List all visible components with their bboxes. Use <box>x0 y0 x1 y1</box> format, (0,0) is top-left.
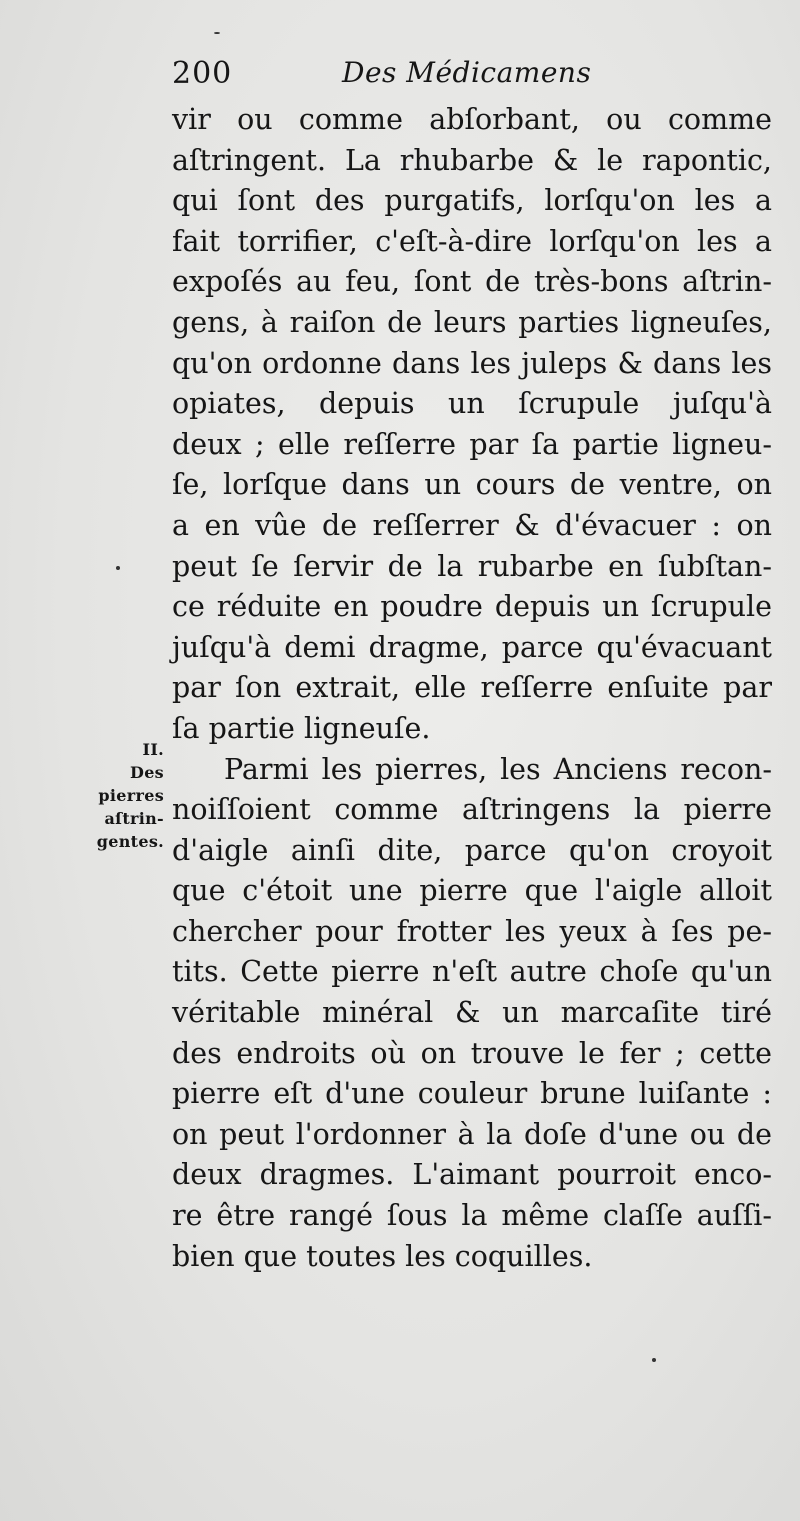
text-line: fait torrifier, c'eſt-à-dire lorſqu'on les a <box>172 224 772 258</box>
margin-note-line: Des <box>130 763 164 782</box>
text-line: qu'on ordonne dans les juleps & dans les <box>172 346 772 380</box>
page-number: 200 <box>172 56 233 91</box>
text-line: véritable minéral & un marcaſite tiré <box>172 996 772 1030</box>
text-line: tits. Cette pierre n'eſt autre choſe qu'un <box>172 955 772 989</box>
margin-note-line: pierres <box>98 786 164 805</box>
text-line: expoſés au feu, ſont de très-bons aſtrin- <box>172 265 772 299</box>
text-line: Parmi les pierres, les Anciens recon- <box>224 752 772 786</box>
body-text <box>172 100 772 1277</box>
text-line: noiſſoient comme aſtringens la pierre <box>172 793 772 827</box>
margin-note <box>76 738 164 853</box>
page-header <box>172 56 612 92</box>
ink-speck <box>214 32 220 34</box>
running-title: Des Médicamens <box>342 56 592 89</box>
margin-note-line: II. <box>142 740 164 759</box>
text-line: par ſon extrait, elle reſſerre enſuite par <box>172 671 772 705</box>
text-line: vir ou comme abſorbant, ou comme <box>172 103 772 136</box>
text-line: qui ſont des purgatifs, lorſqu'on les a <box>172 184 772 218</box>
margin-note-line: gentes. <box>96 832 164 851</box>
text-line: a en vûe de reſſerrer & d'évacuer : on <box>172 508 772 542</box>
text-line: ſa partie ligneuſe. <box>172 711 431 745</box>
text-line: bien que toutes les coquilles. <box>172 1239 593 1273</box>
text-line: gens, à raiſon de leurs parties ligneuſes, <box>172 305 772 339</box>
text-line: juſqu'à demi dragme, parce qu'évacuant <box>172 630 772 664</box>
text-line: ce réduite en poudre depuis un ſcrupule <box>172 590 772 624</box>
text-line: deux ; elle reſſerre par ſa partie ligneu- <box>172 427 772 461</box>
text-line: que c'étoit une pierre que l'aigle alloit <box>172 874 772 908</box>
text-line: peut ſe ſervir de la rubarbe en ſubſtan- <box>172 549 772 583</box>
text-line: aſtringent. La rhubarbe & le rapontic, <box>172 143 772 177</box>
ink-speck <box>652 1358 656 1362</box>
text-line: chercher pour frotter les yeux à ſes pe- <box>172 914 772 948</box>
text-line: ſe, lorſque dans un cours de ventre, on <box>172 468 772 502</box>
text-line: opiates, depuis un ſcrupule juſqu'à <box>172 387 772 421</box>
text-line: pierre eſt d'une couleur brune luiſante : <box>172 1077 772 1111</box>
text-line: re être rangé ſous la même claſſe auſſi- <box>172 1199 772 1233</box>
text-line: deux dragmes. L'aimant pourroit enco- <box>172 1158 772 1192</box>
ink-speck <box>116 566 120 570</box>
text-line: on peut l'ordonner à la doſe d'une ou de <box>172 1117 772 1151</box>
text-line: d'aigle ainſi dite, parce qu'on croyoit <box>172 833 772 867</box>
margin-note-line: aſtrin- <box>104 809 164 828</box>
text-line: des endroits où on trouve le fer ; cette <box>172 1036 772 1070</box>
